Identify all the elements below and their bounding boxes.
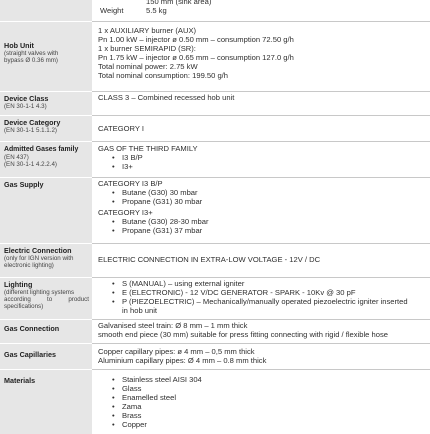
row-label-cell (0, 244, 92, 278)
list-item: • Enamelled steel (122, 394, 426, 403)
row-sublabel: (different lighting systems (4, 289, 75, 296)
value-line: GAS OF THE THIRD FAMILY (98, 144, 198, 153)
row-label-cell (0, 370, 92, 434)
value-line: 1 x burner SEMIRAPID (SR): (98, 43, 196, 53)
row-value-cell (92, 142, 430, 178)
row-value-cell (92, 0, 430, 22)
row-gas-capillaries (0, 344, 430, 370)
row-label: Hob Unit (4, 41, 34, 50)
row-label-cell (0, 278, 92, 320)
value-line: ELECTRIC CONNECTION IN EXTRA-LOW VOLTAGE - 12V / DC (98, 255, 321, 264)
bullet-list (98, 154, 426, 172)
row-label: Device Category (4, 118, 61, 127)
weight-value: 5.5 kg (146, 5, 167, 15)
value-line: Pn 1.00 kW – injector ø 0.50 mm – consumption 72.50 g/h (98, 34, 294, 44)
row-sublabel: electronic lighting) (4, 262, 54, 270)
list-item: • P (PIEZOELECTRIC) – Mechanically/manually operated piezoelectric igniter inserted (122, 298, 426, 307)
dimension-value: 150 mm (sink area) (146, 0, 212, 6)
row-value-cell (92, 116, 430, 142)
row-label-cell (0, 344, 92, 370)
row-label-cell (0, 320, 92, 344)
row-sublabel: (only for IGN version with (4, 255, 74, 262)
row-value-cell (92, 344, 430, 370)
row-electric-connection (0, 244, 430, 278)
row-sublabel: (EN 437) (4, 154, 29, 161)
row-label: Admitted Gases family (4, 146, 79, 153)
row-hob-unit (0, 22, 430, 92)
value-line: Copper capillary pipes: ø 4 mm – 0,5 mm thick (98, 347, 255, 356)
row-lighting (0, 278, 430, 320)
row-value-cell (92, 320, 430, 344)
list-item: • Copper (122, 421, 426, 430)
value-line: Pn 1.75 kW – injector ø 0.65 mm – consumption 127.0 g/h (98, 52, 294, 62)
row-value-cell (92, 244, 430, 278)
list-item: • I3 B/P (122, 154, 426, 163)
row-label-cell (0, 0, 92, 22)
value-line: smooth end piece (30 mm) suitable for press fitting connecting with rigid / flexible hose (98, 329, 388, 339)
list-item: • I3+ (122, 163, 426, 172)
row-label-cell (0, 116, 92, 142)
row-label: Lighting (4, 280, 33, 289)
row-value-cell (92, 370, 430, 434)
list-item: • Butane (G30) 30 mbar (122, 189, 426, 198)
row-gas-supply (0, 178, 430, 244)
row-admitted-gases (0, 142, 430, 178)
list-item: • Brass (122, 412, 426, 421)
list-item: • Propane (G31) 37 mbar (122, 227, 426, 236)
value-line: Aluminium capillary pipes: Ø 4 mm – 0.8 mm thick (98, 355, 267, 365)
list-item: • E (ELECTRONIC) - 12 V/DC GENERATOR - SPARK - 10Kv @ 30 pF (122, 289, 426, 298)
row-label-cell (0, 22, 92, 92)
value-line: 1 x AUXILIARY burner (AUX) (98, 26, 197, 35)
row-sublabel: according to product (4, 296, 89, 304)
value-line: Total nominal power: 2.75 kW (98, 61, 198, 71)
group-title: CATEGORY I3 B/P (98, 179, 163, 188)
row-gas-connection (0, 320, 430, 344)
list-item: • Butane (G30) 28-30 mbar (122, 218, 426, 227)
row-label: Materials (4, 376, 36, 385)
row-label: Electric Connection (4, 246, 72, 255)
list-item: • Zama (122, 403, 426, 412)
row-label-cell (0, 92, 92, 116)
row-sublabel: (EN 30-1-1 4.3) (4, 103, 47, 110)
bullet-list (98, 280, 426, 307)
value-line: in hob unit (122, 305, 158, 315)
row-device-class (0, 92, 430, 116)
list-item: • S (MANUAL) – using external igniter (122, 280, 426, 289)
value-line: Galvanised steel train: Ø 8 mm – 1 mm thick (98, 321, 248, 330)
list-item: • Stainless steel AISI 304 (122, 376, 426, 385)
row-label: Gas Supply (4, 180, 44, 189)
row-sublabel: specifications) (4, 303, 44, 311)
row-label: Device Class (4, 94, 49, 103)
value-line: Total nominal consumption: 199.50 g/h (98, 70, 229, 80)
row-sublabel: (straight valves with (4, 50, 59, 57)
row-value-cell (92, 22, 430, 92)
row-materials (0, 370, 430, 434)
row-sublabel: (EN 30-1-1 5.1.1.2) (4, 127, 57, 134)
row-sublabel: bypass Ø 0.36 mm) (4, 57, 58, 65)
list-item: • Propane (G31) 30 mbar (122, 198, 426, 207)
bullet-list (98, 376, 426, 429)
group-title: CATEGORY I3+ (98, 207, 153, 217)
value-line: CLASS 3 – Combined recessed hob unit (98, 93, 235, 102)
row-label: Gas Capillaries (4, 350, 56, 359)
weight-key: Weight (100, 5, 124, 15)
row-dimensions (0, 0, 430, 22)
row-value-cell (92, 178, 430, 244)
weight-line (100, 7, 426, 16)
row-sublabel: (EN 30-1-1 4.2.2.4) (4, 161, 57, 169)
row-label-cell (0, 178, 92, 244)
row-value-cell (92, 92, 430, 116)
list-item: • Glass (122, 385, 426, 394)
row-value-cell (92, 278, 430, 320)
row-label: Gas Connection (4, 324, 60, 333)
row-label-cell (0, 142, 92, 178)
value-line: CATEGORY I (98, 124, 144, 133)
bullet-list (98, 218, 426, 236)
row-device-category (0, 116, 430, 142)
bullet-list (98, 189, 426, 207)
